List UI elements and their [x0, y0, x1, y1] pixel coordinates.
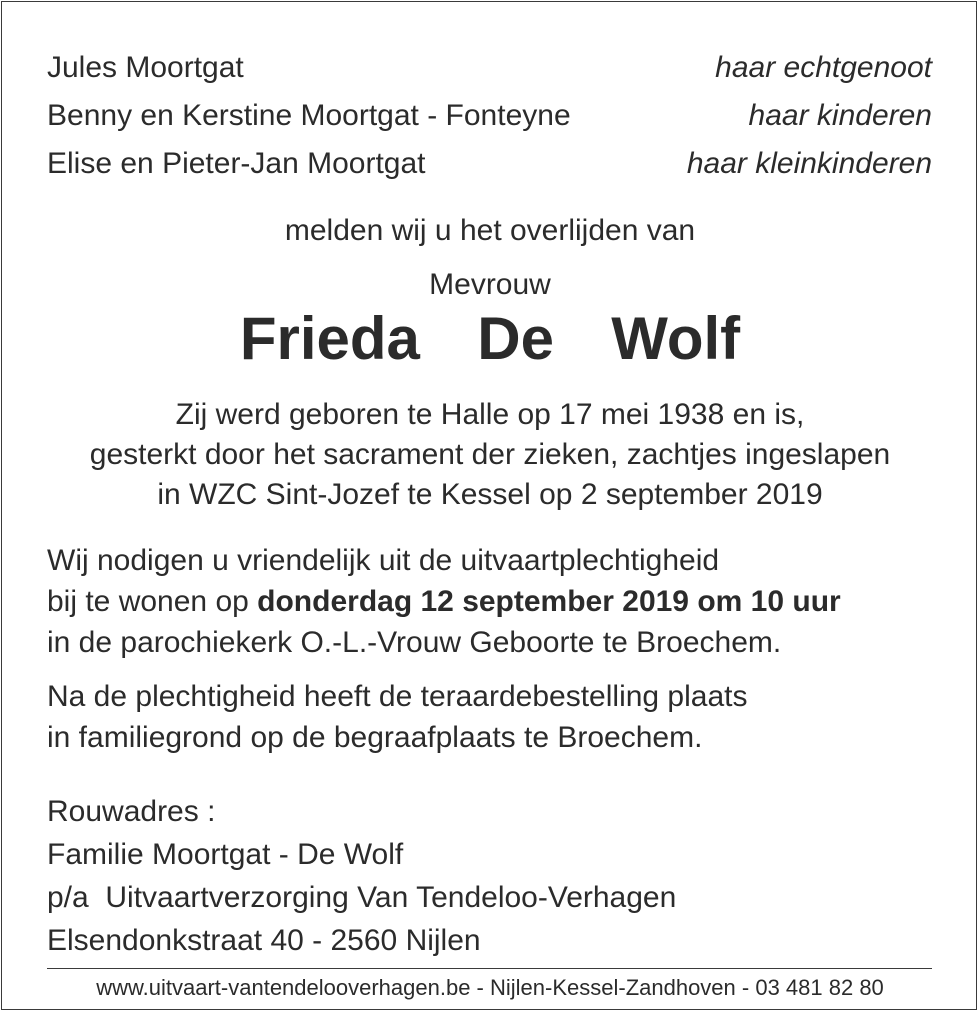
family-member-name: Elise en Pieter-Jan Moortgat — [47, 147, 426, 180]
footer-contact: www.uitvaart-vantendelooverhagen.be - Nijlen-Kessel-Zandhoven - 03 481 82 80 — [96, 975, 884, 1000]
address-line: p/a Uitvaartverzorging Van Tendeloo-Verhagen — [47, 881, 677, 914]
birth-details — [0, 395, 980, 515]
family-relation: haar kinderen — [748, 99, 932, 132]
invitation-line — [47, 581, 841, 622]
family-member-name: Jules Moortgat — [47, 51, 244, 84]
burial-line: in familiegrond op de begraafplaats te Broechem. — [47, 721, 703, 754]
deceased-name: Frieda De Wolf — [239, 305, 741, 372]
family-row — [47, 50, 932, 86]
announcement-text: melden wij u het overlijden van — [284, 214, 696, 247]
funeral-invitation — [47, 540, 841, 663]
birth-line: in WZC Sint-Jozef te Kessel op 2 september 2019 — [157, 478, 823, 511]
address-line: Elsendonkstraat 40 - 2560 Nijlen — [47, 924, 481, 957]
invitation-line: in de parochiekerk O.-L.-Vrouw Geboorte te Broechem. — [47, 626, 782, 659]
burial-line: Na de plechtigheid heeft de teraardebestelling plaats — [47, 680, 748, 713]
burial-info — [47, 676, 748, 758]
invitation-prefix: bij te wonen op — [47, 585, 258, 618]
family-row — [47, 146, 932, 182]
mourning-address — [47, 790, 676, 962]
invitation-line: Wij nodigen u vriendelijk uit de uitvaartplechtigheid — [47, 544, 720, 577]
birth-line: gesterkt door het sacrament der zieken, zachtjes ingeslapen — [89, 438, 891, 471]
family-member-name: Benny en Kerstine Moortgat - Fonteyne — [47, 99, 571, 132]
family-relation: haar kleinkinderen — [686, 147, 932, 180]
birth-line: Zij werd geboren te Halle op 17 mei 1938 en is, — [175, 398, 805, 431]
footer-divider — [47, 968, 932, 969]
deceased-title: Mevrouw — [429, 268, 551, 301]
family-relation: haar echtgenoot — [715, 51, 932, 84]
address-line: Familie Moortgat - De Wolf — [47, 838, 404, 871]
family-row — [47, 98, 932, 134]
funeral-datetime: donderdag 12 september 2019 om 10 uur — [257, 585, 841, 618]
address-heading: Rouwadres : — [47, 795, 216, 828]
